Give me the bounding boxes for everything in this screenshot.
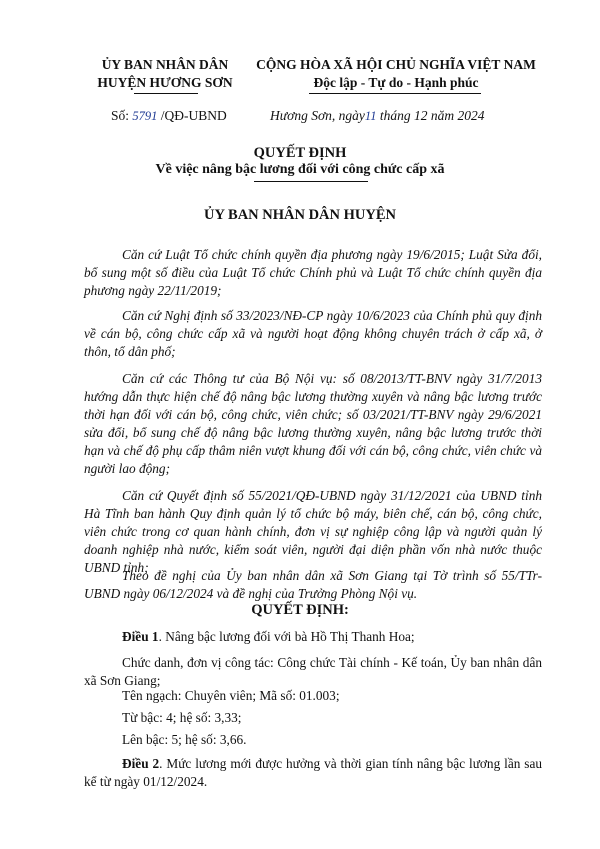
date-suffix: tháng 12 năm 2024 — [379, 108, 485, 123]
issuer-heading: ỦY BAN NHÂN DÂN HUYỆN — [204, 207, 396, 223]
date-prefix: Hương Sơn, ngày — [270, 108, 365, 123]
article-1-text: . Nâng bậc lương đối với bà Hồ Thị Thanh Hoa; — [158, 629, 415, 644]
number-value: 5791 — [132, 109, 158, 123]
date-day: 11 — [364, 109, 377, 123]
article-2 — [84, 755, 542, 791]
issuing-agency — [82, 56, 248, 92]
document-subtitle: Về việc nâng bậc lương đối với công chức cấp xã — [155, 162, 445, 177]
issue-date — [270, 108, 484, 124]
proposal-basis: Theo đề nghị của Ủy ban nhân dân xã Sơn Giang tại Tờ trình số 55/TTr-UBND ngày 06/12/2024 và đề nghị của Trưởng Phòng Nội vụ. — [84, 568, 542, 601]
subtitle-underline — [254, 181, 368, 182]
document-title: QUYẾT ĐỊNH — [253, 145, 347, 161]
article-2-text: . Mức lương mới được hưởng và thời gian tính nâng bậc lương lần sau kể từ ngày 01/12/2024. — [84, 756, 542, 789]
article-1-from: Từ bậc: 4; hệ số: 3,33; — [122, 710, 242, 725]
legal-basis-4: Căn cứ Quyết định số 55/2021/QĐ-UBND ngày 31/12/2021 của UBND tỉnh Hà Tĩnh ban hành Quy định quản lý tổ chức bộ máy, biên chế, cán bộ, công chức, viên chức trong cơ quan hành chính, đơn vị sự nghiệp công lập và người quản lý doanh nghiệp nhà nước, kiểm soát viên, người đại diện phần vốn nhà nước thuộc UBND tỉnh; — [84, 488, 542, 575]
national-name: CỘNG HÒA XÃ HỘI CHỦ NGHĨA VIỆT NAM — [256, 57, 536, 72]
legal-basis-3: Căn cứ các Thông tư của Bộ Nội vụ: số 08/2013/TT-BNV ngày 31/7/2013 hướng dẫn thực hiện chế độ nâng bậc lương thường xuyên và nâng bậc lương trước thời hạn đối với cán bộ, công chức, viên chức; số 03/2021/TT-BNV ngày 29/6/2021 sửa đổi, bổ sung chế độ nâng bậc lương thường xuyên, nâng bậc lương trước thời hạn và chế độ phụ cấp thâm niên vượt khung đối với cán bộ, công chức, viên chức và người lao động; — [84, 371, 542, 476]
article-1-position: Chức danh, đơn vị công tác: Công chức Tài chính - Kế toán, Ủy ban nhân dân xã Sơn Giang; — [84, 655, 542, 688]
legal-basis-2: Căn cứ Nghị định số 33/2023/NĐ-CP ngày 10/6/2023 của Chính phủ quy định về cán bộ, công chức cấp xã và người hoạt động không chuyên trách ở cấp xã, ở thôn, tổ dân phố; — [84, 308, 542, 359]
agency-line-2: HUYỆN HƯƠNG SƠN — [97, 75, 233, 90]
number-suffix: /QĐ-UBND — [160, 108, 227, 123]
article-2-label: Điều 2 — [122, 756, 160, 771]
motto-underline — [309, 93, 481, 94]
article-1-label: Điều 1 — [122, 629, 159, 644]
national-motto — [250, 56, 542, 92]
legal-basis-1: Căn cứ Luật Tổ chức chính quyền địa phương ngày 19/6/2015; Luật Sửa đổi, bổ sung một số điều của Luật Tổ chức Chính phủ và Luật Tổ chức chính quyền địa phương ngày 22/11/2019; — [84, 247, 542, 298]
agency-underline — [134, 93, 198, 94]
article-1 — [84, 628, 542, 646]
number-label: Số: — [111, 108, 130, 123]
national-motto-line: Độc lập - Tự do - Hạnh phúc — [313, 75, 479, 90]
decision-heading: QUYẾT ĐỊNH: — [251, 602, 349, 618]
article-1-to: Lên bậc: 5; hệ số: 3,66. — [122, 732, 247, 747]
agency-line-1: ỦY BAN NHÂN DÂN — [101, 57, 229, 72]
document-number — [111, 108, 227, 124]
article-1-grade: Tên ngạch: Chuyên viên; Mã số: 01.003; — [122, 688, 340, 703]
